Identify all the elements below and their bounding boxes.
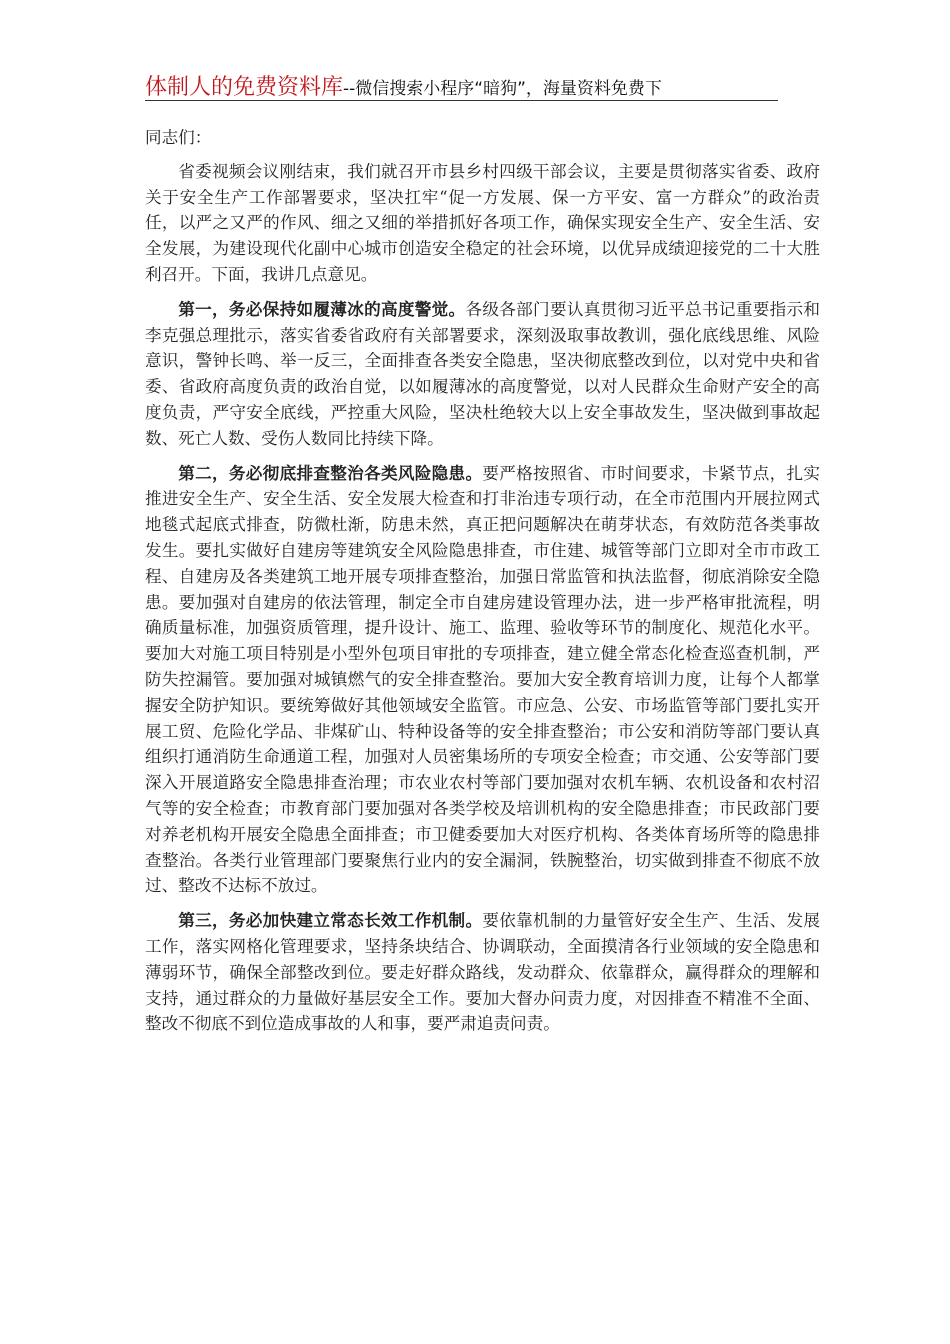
section-heading-3: 第三，务必加快建立常态长效工作机制。: [178, 910, 483, 931]
section-paragraph-1: [145, 297, 820, 452]
header-tagline: --微信搜索小程序“暗狗”，海量资料免费下: [343, 79, 662, 99]
header-brand: 体制人的免费资料库: [145, 75, 344, 100]
section-paragraph-3: [145, 908, 820, 1037]
intro-paragraph: 省委视频会议刚结束，我们就召开市县乡村四级干部会议，主要是贯彻落实省委、政府关于安全生产工作部署要求，坚决扛牢“促一方发展、保一方平安、富一方群众”的政治责任，以严之又严的作风、细之又细的举措抓好各项工作，确保实现安全生产、安全生活、安全发展，为建设现代化副中心城市创造安全稳定的社会环境，以优异成绩迎接党的二十大胜利召开。下面，我讲几点意见。: [145, 161, 820, 284]
salutation: 同志们：: [145, 128, 212, 147]
page-header: [145, 70, 778, 101]
section-heading-1: 第一，务必保持如履薄冰的高度警觉。: [178, 298, 466, 319]
section-text-1: 各级各部门要认真贯彻习近平总书记重要指示和李克强总理批示，落实省委省政府有关部署要求，深刻汲取事故教训，强化底线思维、风险意识，警钟长鸣、举一反三，全面排查各类安全隐患，坚决彻底整改到位，以对党中央和省委、省政府高度负责的政治自觉，以如履薄冰的高度警觉，以对人民群众生命财产安全的高度负责，严守安全底线，严控重大风险，坚决杜绝较大以上安全事故发生，坚决做到事故起数、死亡人数、受伤人数同比持续下降。: [145, 299, 821, 448]
section-paragraph-2: [145, 461, 820, 900]
section-text-2: 要严格按照省、市时间要求，卡紧节点，扎实推进安全生产、安全生活、安全发展大检查和打非治违专项行动，在全市范围内开展拉网式地毯式起底式排查，防微杜渐，防患未然，真正把问题解决在萌芽状态，有效防范各类事故发生。要扎实做好自建房等建筑安全风险隐患排查，市住建、城管等部门立即对全市市政工程、自建房及各类建筑工地开展专项排查整治，加强日常监管和执法监督，彻底消除安全隐患。要加强对自建房的依法管理，制定全市自建房建设管理办法，进一步严格审批流程，明确质量标准，加强资质管理，提升设计、施工、监理、验收等环节的制度化、规范化水平。要加大对施工项目特别是小型外包项目审批的专项排查，建立健全常态化检查巡查机制，严防失控漏管。要加强对城镇燃气的安全排查整治。要加大安全教育培训力度，让每个人都掌握安全防护知识。要统筹做好其他领域安全监管。市应急、公安、市场监管等部门要扎实开展工贸、危险化学品、非煤矿山、特种设备等的安全排查整治；市公安和消防等部门要认真组织打通消防生命通道工程，加强对人员密集场所的专项安全检查；市交通、公安等部门要深入开展道路安全隐患排查治理；市农业农村等部门要加强对农机车辆、农机设备和农村沼气等的安全检查；市教育部门要加强对各类学校及培训机构的安全隐患排查；市民政部门要对养老机构开展安全隐患全面排查；市卫健委要加大对医疗机构、各类体育场所等的隐患排查整治。各类行业管理部门要聚焦行业内的安全漏洞，铁腕整治，切实做到排查不彻底不放过、整改不达标不放过。: [145, 463, 821, 896]
section-heading-2: 第二，务必彻底排查整治各类风险隐患。: [178, 462, 483, 483]
document-body: [145, 125, 820, 1046]
section-text-3: 要依靠机制的力量管好安全生产、生活、发展工作，落实网格化管理要求，坚持条块结合、协调联动，全面摸清各行业领域的安全隐患和薄弱环节，确保全部整改到位。要走好群众路线，发动群众、依靠群众，赢得群众的理解和支持，通过群众的力量做好基层安全工作。要加大督办问责力度，对因排查不精准不全面、整改不彻底不到位造成事故的人和事，要严肃追责问责。: [145, 911, 821, 1034]
